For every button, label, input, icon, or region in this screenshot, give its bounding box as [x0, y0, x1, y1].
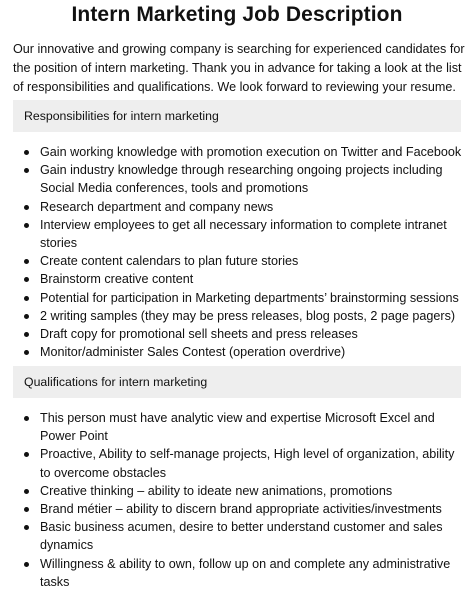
bullet-icon	[24, 168, 29, 173]
list-item-text: Willingness & ability to own, follow up on and complete any administrative tasks	[40, 556, 451, 589]
bullet-icon	[24, 452, 29, 457]
list-item	[13, 143, 465, 161]
bullet-icon	[24, 296, 29, 301]
qualifications-heading: Qualifications for intern marketing	[13, 366, 461, 398]
list-item-text: Proactive, Ability to self-manage projects, High level of organization, ability to overcome obstacles	[40, 447, 455, 480]
bullet-icon	[24, 525, 29, 530]
bullet-icon	[24, 507, 29, 512]
list-item-text: Create content calendars to plan future stories	[40, 254, 299, 269]
bullet-icon	[24, 314, 29, 319]
list-item-text: This person must have analytic view and expertise Microsoft Excel and Power Point	[40, 411, 435, 444]
list-item	[13, 500, 465, 518]
bullet-icon	[24, 259, 29, 264]
list-item-text: Brainstorm creative content	[40, 272, 194, 287]
bullet-icon	[24, 489, 29, 494]
list-item	[13, 216, 465, 252]
responsibilities-list	[13, 143, 465, 361]
list-item	[13, 252, 465, 270]
list-item-text: Gain working knowledge with promotion execution on Twitter and Facebook	[40, 145, 462, 159]
bullet-icon	[24, 150, 29, 155]
list-item	[13, 289, 465, 307]
bullet-icon	[24, 332, 29, 337]
list-item-text: Basic business acumen, desire to better understand customer and sales dynamics	[40, 520, 443, 553]
list-item	[13, 198, 465, 216]
list-item-text: 2 writing samples (they may be press releases, blog posts, 2 page pagers)	[40, 308, 456, 323]
list-item-text: Research department and company news	[40, 199, 274, 214]
bullet-icon	[24, 350, 29, 355]
list-item-text: Draft copy for promotional sell sheets and press releases	[40, 327, 358, 342]
bullet-icon	[24, 416, 29, 421]
list-item	[13, 343, 465, 361]
list-item	[13, 161, 465, 197]
responsibilities-heading: Responsibilities for intern marketing	[13, 100, 461, 132]
page-title: Intern Marketing Job Description	[71, 3, 403, 26]
bullet-icon	[24, 223, 29, 228]
list-item-text: Gain industry knowledge through researching ongoing projects including Social Media conferences, tools and promotions	[40, 163, 443, 196]
list-item	[13, 325, 465, 343]
bullet-icon	[24, 562, 29, 567]
list-item	[13, 409, 465, 445]
list-item	[13, 555, 465, 591]
list-item-text: Potential for participation in Marketing departments’ brainstorming sessions	[40, 290, 459, 305]
list-item	[13, 307, 465, 325]
list-item	[13, 445, 465, 481]
intro-paragraph: Our innovative and growing company is searching for experienced candidates for the position of intern marketing. Thank you in advance for taking a look at the list of responsibilities and qualifications. We look forward to reviewing your resume.	[13, 42, 465, 94]
list-item-text: Brand métier – ability to discern brand appropriate activities/investments	[40, 502, 442, 517]
list-item	[13, 482, 465, 500]
bullet-icon	[24, 205, 29, 210]
bullet-icon	[24, 277, 29, 282]
list-item-text: Monitor/administer Sales Contest (operation overdrive)	[40, 345, 346, 360]
list-item-text: Interview employees to get all necessary information to complete intranet stories	[40, 217, 447, 251]
qualifications-list	[13, 409, 465, 591]
list-item	[13, 270, 465, 288]
list-item-text: Creative thinking – ability to ideate new animations, promotions	[40, 483, 393, 498]
list-item	[13, 518, 465, 554]
